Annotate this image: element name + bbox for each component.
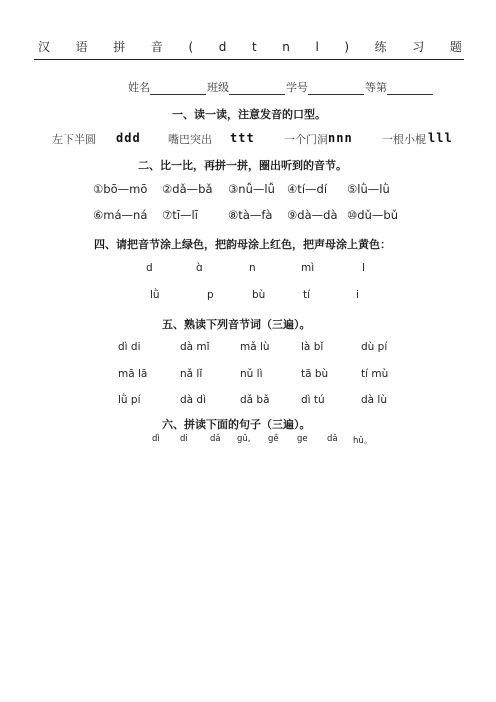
mouth-desc: 一根小棍 xyxy=(382,133,426,146)
sentence-syllable: ge xyxy=(297,434,308,444)
color-item[interactable]: lǜ xyxy=(150,289,160,301)
color-item[interactable]: ɑ̀ xyxy=(196,262,203,274)
student-number-blank[interactable] xyxy=(308,82,364,95)
pinyin-sentence xyxy=(0,434,496,446)
grade-blank[interactable] xyxy=(387,82,433,95)
title-char: l xyxy=(315,40,319,54)
mouth-desc: 一个门洞 xyxy=(284,133,328,146)
grade-label: 等第 xyxy=(365,81,387,94)
word-item: dǎ bǎ xyxy=(240,394,270,406)
word-item: tí mù xyxy=(361,368,389,380)
compare-item[interactable]: ①bō—mō xyxy=(93,182,148,196)
word-item: dì tú xyxy=(301,394,325,406)
mouth-letters: ddd xyxy=(116,131,141,145)
title-char: 题 xyxy=(449,40,462,54)
compare-item[interactable]: ⑩dǔ—bǔ xyxy=(347,208,398,222)
name-label: 姓名 xyxy=(128,81,150,94)
title-char: ) xyxy=(344,40,350,54)
title-char: t xyxy=(251,40,257,54)
color-item[interactable]: d xyxy=(146,262,153,274)
title-char: 拼 xyxy=(113,40,126,54)
word-item: là bǐ xyxy=(301,341,324,353)
compare-item[interactable]: ⑥má—ná xyxy=(93,208,148,222)
sentence-syllable: di xyxy=(180,434,188,444)
compare-item[interactable]: ④tí—dí xyxy=(287,182,328,196)
word-item: mā lā xyxy=(118,368,148,380)
title-char: ( xyxy=(188,40,194,54)
word-item: dì di xyxy=(118,341,141,353)
color-item[interactable]: l xyxy=(362,262,365,274)
student-number-label: 学号 xyxy=(286,81,308,94)
class-label: 班级 xyxy=(207,81,229,94)
word-row-2 xyxy=(0,368,496,382)
compare-row-1 xyxy=(93,182,473,198)
student-info-row xyxy=(128,79,434,95)
title-char: d xyxy=(218,40,227,54)
mouth-letters: nnn xyxy=(328,131,353,145)
title-char: 练 xyxy=(374,40,387,54)
word-item: mǎ lù xyxy=(240,341,270,353)
mouth-letters: ttt xyxy=(230,131,255,145)
word-row-1 xyxy=(0,341,496,355)
word-item: nǔ lì xyxy=(240,368,263,380)
section-heading-1: 一、读一读，注意发音的口型。 xyxy=(172,108,326,121)
word-item: tā bù xyxy=(301,368,329,380)
sentence-syllable: gē xyxy=(268,434,279,444)
color-item[interactable]: tí xyxy=(303,289,311,301)
title-char: 语 xyxy=(75,40,88,54)
compare-row-2 xyxy=(93,208,473,224)
color-item[interactable]: p xyxy=(207,289,214,301)
sentence-syllable: dì xyxy=(152,434,160,444)
compare-item[interactable]: ⑤lǜ—lǜ xyxy=(347,182,390,196)
sentence-syllable: gǔ, xyxy=(237,434,251,444)
word-item: dà lù xyxy=(361,394,388,406)
section-heading-2: 二、比一比，再拼一拼，圈出听到的音节。 xyxy=(138,159,347,172)
name-blank[interactable] xyxy=(150,82,206,95)
mouth-desc: 嘴巴突出 xyxy=(168,133,212,146)
word-row-3 xyxy=(0,394,496,408)
mouth-desc: 左下半圆 xyxy=(52,133,96,146)
color-item[interactable]: bù xyxy=(252,289,266,301)
section-heading-6: 六、拼读下面的句子（三遍）。 xyxy=(162,418,311,431)
compare-item[interactable]: ⑨dà—dà xyxy=(287,208,338,222)
word-item: nǎ lǐ xyxy=(180,368,203,380)
word-item: dà mǐ xyxy=(180,341,210,353)
color-item[interactable]: n xyxy=(249,262,256,274)
sentence-syllable: dǎ xyxy=(210,434,221,444)
title-underline xyxy=(34,59,464,60)
compare-item[interactable]: ②dǎ—bǎ xyxy=(162,182,213,196)
title-char: 汉 xyxy=(38,40,51,54)
title-char: n xyxy=(282,40,290,54)
color-item[interactable]: mì xyxy=(301,262,315,274)
sentence-syllable: dǎ xyxy=(327,434,338,444)
sentence-syllable: hǔ。 xyxy=(353,436,373,446)
color-grid-row-1 xyxy=(0,262,496,276)
title-char: 音 xyxy=(150,40,163,54)
compare-item[interactable]: ⑧tà—fà xyxy=(228,208,273,222)
compare-item[interactable]: ③nǚ—lǚ xyxy=(228,182,275,196)
word-item: lǜ pí xyxy=(118,394,141,406)
section-heading-5: 五、熟读下列音节词（三遍）。 xyxy=(162,318,311,331)
class-blank[interactable] xyxy=(229,82,285,95)
color-item[interactable]: i xyxy=(356,289,359,301)
title-char: 习 xyxy=(412,40,425,54)
worksheet-title xyxy=(38,40,462,54)
word-item: dù pí xyxy=(361,341,388,353)
section-heading-4: 四、请把音节涂上绿色，把韵母涂上红色，把声母涂上黄色： xyxy=(94,238,391,251)
mouth-letters: lll xyxy=(428,131,453,145)
compare-item[interactable]: ⑦tī—lī xyxy=(162,208,198,222)
word-item: dà dì xyxy=(180,394,207,406)
color-grid-row-2 xyxy=(0,289,496,303)
